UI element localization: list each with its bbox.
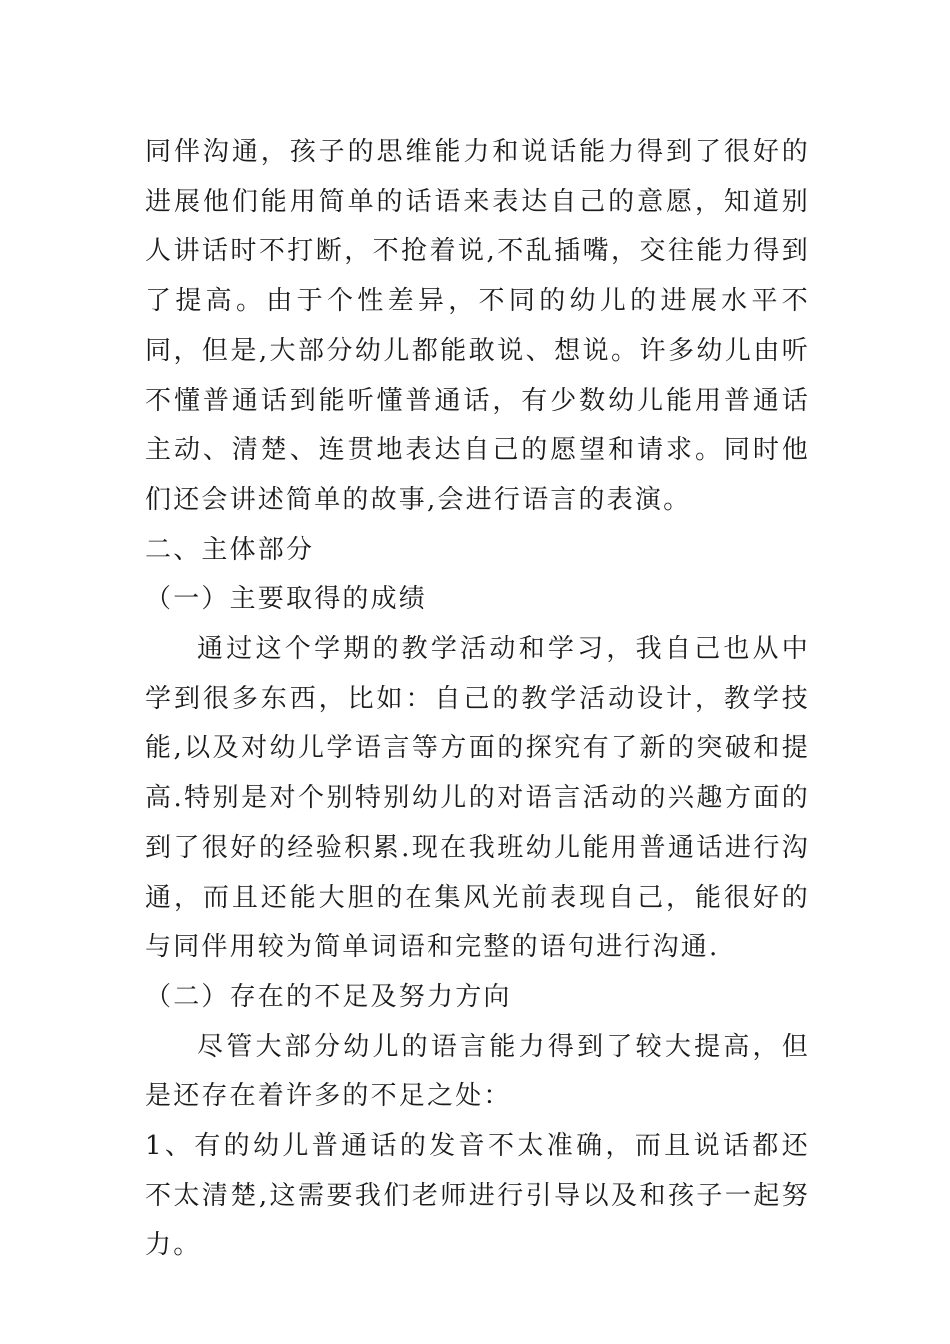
paragraph-shortcomings: 尽管大部分幼儿的语言能力得到了较大提高，但是还存在着许多的不足之处： bbox=[145, 1031, 810, 1112]
section-heading: 二、主体部分 bbox=[145, 534, 315, 565]
paragraph-achievements: 通过这个学期的教学活动和学习，我自己也从中学到很多东西，比如：自己的教学活动设计，教学技能,以及对幼儿学语言等方面的探究有了新的突破和提高.特别是对个别特别幼儿的对语言活动的兴趣方面的到了很好的经验积累.现在我班幼儿能用普通话进行沟通，而且还能大胆的在集风光前表现自己，能很好的与同伴用较为简单词语和完整的语句进行沟通. bbox=[145, 634, 810, 963]
list-item: 1、有的幼儿普通话的发音不太准确，而且说话都还不太清楚,这需要我们老师进行引导以及和孩子一起努力。 bbox=[145, 1131, 810, 1261]
sub-heading-shortcomings: （二）存在的不足及努力方向 bbox=[145, 981, 512, 1012]
sub-heading-achievements: （一）主要取得的成绩 bbox=[145, 584, 428, 615]
document-body bbox=[145, 128, 810, 1271]
paragraph-continuation: 同伴沟通，孩子的思维能力和说话能力得到了很好的进展他们能用简单的话语来表达自己的意愿，知道别人讲话时不打断，不抢着说,不乱插嘴，交往能力得到了提高。由于个性差异，不同的幼儿的进展水平不同，但是,大部分幼儿都能敢说、想说。许多幼儿由听不懂普通话到能听懂普通话，有少数幼儿能用普通话主动、清楚、连贯地表达自己的愿望和请求。同时他们还会讲述简单的故事,会进行语言的表演。 bbox=[145, 137, 810, 515]
